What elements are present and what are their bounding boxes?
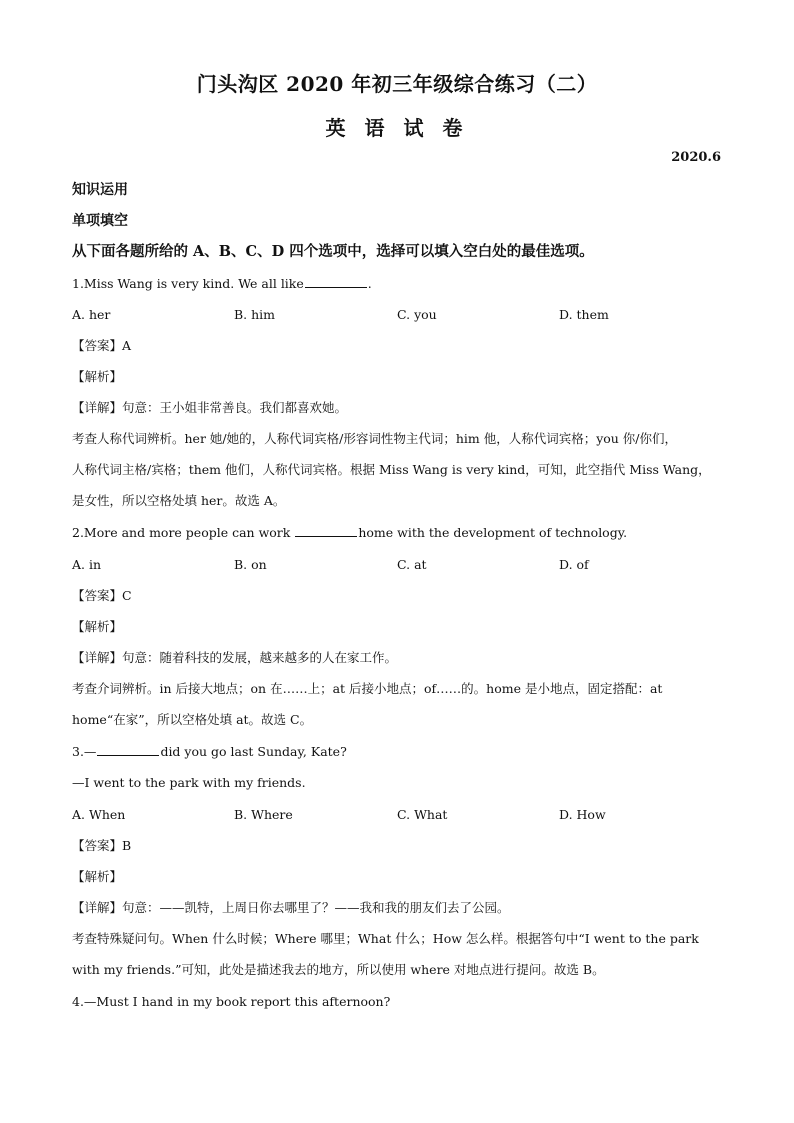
question-3-stem: 3.— did you go last Sunday, Kate? [72,744,347,759]
question-3-analysis-label: 【解析】 [72,869,123,884]
question-3-explain-line: 考查特殊疑问句。When 什么时候；Where 哪里；What 什么；How 怎么样。根据答句中“I went to the park [72,931,699,946]
question-2-analysis-label: 【解析】 [72,619,123,634]
answer-blank [97,743,159,756]
section-heading: 知识运用 [72,182,128,198]
question-1-explain-line: 考查人称代词辨析。her 她/她的，人称代词宾格/形容词性物主代词；him 他，人称代词宾格；you 你/你们， [72,431,678,446]
option-b: B. Where [234,807,293,822]
question-1-analysis-label: 【解析】 [72,369,123,384]
option-b: B. on [234,557,267,572]
question-3-explain-line: with my friends.”可知，此处是描述我去的地方，所以使用 where 对地点进行提问。故选 B。 [72,962,605,977]
option-d: D. them [559,307,609,322]
option-a: A. her [72,307,111,322]
question-2-explain-line: 考查介词辨析。in 后接大地点；on 在……上；at 后接小地点；of……的。home 是小地点，固定搭配：at [72,681,663,696]
option-a: A. in [72,557,102,572]
question-1-detail: 【详解】句意：王小姐非常善良。我们都喜欢她。 [72,400,348,415]
option-a: A. When [72,807,126,822]
answer-blank [295,524,357,537]
question-2-detail: 【详解】句意：随着科技的发展，越来越多的人在家工作。 [72,650,398,665]
section-instruction: 从下面各题所给的 A、B、C、D 四个选项中，选择可以填入空白处的最佳选项。 [72,243,594,260]
option-c: C. you [397,307,437,322]
section-subheading: 单项填空 [72,213,128,229]
question-1-answer: 【答案】A [72,338,132,353]
question-3-reply: —I went to the park with my friends. [72,775,306,790]
question-2-stem: 2.More and more people can work home with the development of technology. [72,525,628,540]
question-4-stem: 4.—Must I hand in my book report this afternoon? [72,994,391,1009]
question-2-answer: 【答案】C [72,588,132,603]
option-c: C. at [397,557,427,572]
exam-date: 2020.6 [671,150,721,165]
question-1-stem: 1.Miss Wang is very kind. We all like . [72,276,372,291]
question-3-detail: 【详解】句意：——凯特，上周日你去哪里了？——我和我的朋友们去了公园。 [72,900,510,915]
page-subtitle: 英 语 试 卷 [325,116,469,140]
option-c: C. What [397,807,448,822]
option-b: B. him [234,307,276,322]
question-2-explain-line: home“在家”，所以空格处填 at。故选 C。 [72,712,313,727]
question-1-explain-line: 人称代词主格/宾格；them 他们，人称代词宾格。根据 Miss Wang is very kind，可知，此空指代 Miss Wang， [72,462,711,477]
question-1-explain-line: 是女性，所以空格处填 her。故选 A。 [72,493,286,508]
question-3-answer: 【答案】B [72,838,132,853]
option-d: D. of [559,557,589,572]
answer-blank [305,275,367,288]
page-title: 门头沟区 2020 年初三年级综合练习（二） [196,72,598,96]
option-d: D. How [559,807,606,822]
